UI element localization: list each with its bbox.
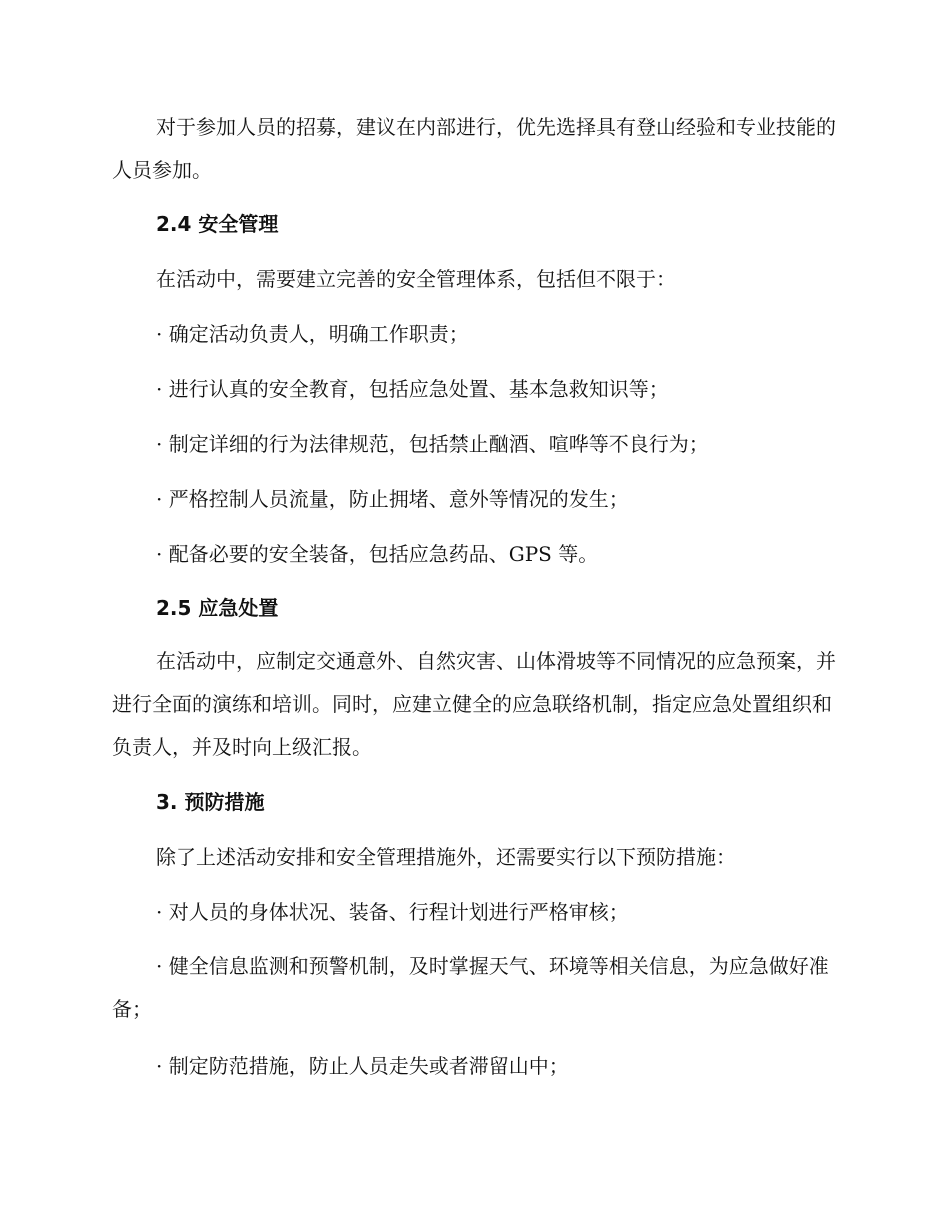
bullet-item: · 严格控制人员流量，防止拥堵、意外等情况的发生； [156, 487, 629, 511]
bullet-item: · 确定活动负责人，明确工作职责； [156, 322, 469, 346]
bullet-item: · 配备必要的安全装备，包括应急药品、GPS 等。 [156, 542, 599, 566]
section-heading-2-4: 2.4 安全管理 [156, 212, 279, 236]
section-heading-3: 3. 预防措施 [156, 790, 265, 814]
bullet-item: · 制定详细的行为法律规范，包括禁止酗酒、喧哗等不良行为； [156, 432, 709, 456]
bullet-item: · 健全信息监测和预警机制，及时掌握天气、环境等相关信息，为应急做好准备； [112, 954, 829, 1021]
intro-paragraph: 对于参加人员的招募，建议在内部进行，优先选择具有登山经验和专业技能的人员参加。 [112, 115, 836, 182]
section-3-lead: 除了上述活动安排和安全管理措施外，还需要实行以下预防措施： [156, 845, 736, 869]
section-heading-2-5: 2.5 应急处置 [156, 596, 279, 620]
bullet-item: · 进行认真的安全教育，包括应急处置、基本急救知识等； [156, 377, 669, 401]
section-2-5-paragraph: 在活动中，应制定交通意外、自然灾害、山体滑坡等不同情况的应急预案，并进行全面的演练和培训。同时，应建立健全的应急联络机制，指定应急处置组织和负责人，并及时向上级汇报。 [112, 649, 836, 759]
bullet-item: · 制定防范措施，防止人员走失或者滞留山中； [156, 1054, 569, 1078]
section-2-4-lead: 在活动中，需要建立完善的安全管理体系，包括但不限于： [156, 267, 676, 291]
bullet-item: · 对人员的身体状况、装备、行程计划进行严格审核； [156, 900, 629, 924]
